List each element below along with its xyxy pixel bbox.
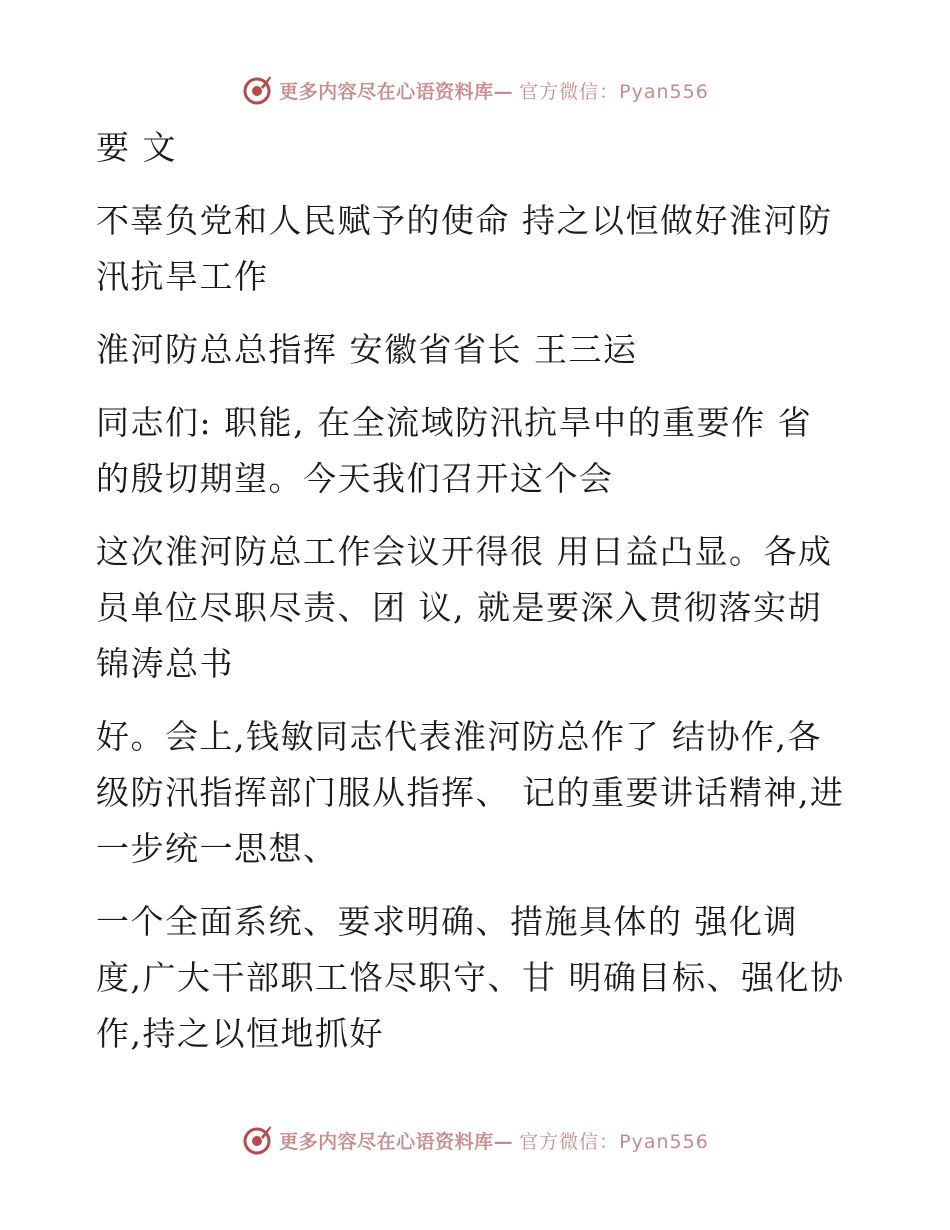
paragraph-line: 同志们: 职能, 在全流域防汛抗旱中的重要作 省 [96, 403, 813, 442]
quill-seal-icon [241, 74, 273, 106]
banner-wechat-text: 官方微信：Pyan556 [519, 80, 709, 103]
paragraph-line: 锦涛总书 [96, 644, 234, 683]
header-banner [0, 70, 950, 110]
paragraph [96, 322, 856, 378]
paragraph-line: 好。会上,钱敏同志代表淮河防总作了 结协作,各 [96, 717, 822, 756]
banner-site-text: 更多内容尽在心语资料库— [279, 80, 514, 103]
banner-site-text: 更多内容尽在心语资料库— [279, 1130, 514, 1153]
paragraph [96, 709, 856, 877]
paragraph-line: 度,广大干部职工恪尽职守、甘 明确目标、强化协 [96, 958, 845, 997]
quill-seal-icon [241, 1124, 273, 1156]
paragraph-line: 员单位尽职尽责、团 议, 就是要深入贯彻落实胡 [96, 588, 822, 627]
paragraph-line: 作,持之以恒地抓好 [96, 1014, 384, 1053]
paragraph-line: 汛抗旱工作 [96, 257, 269, 296]
document-body [96, 120, 856, 1079]
paragraph-line: 这次淮河防总工作会议开得很 用日益凸显。各成 [96, 532, 833, 571]
paragraph-line: 要 文 [96, 128, 177, 167]
footer-banner [0, 1120, 950, 1160]
paragraph-line: 的殷切期望。今天我们召开这个会 [96, 459, 614, 498]
paragraph [96, 894, 856, 1062]
paragraph-line: 淮河防总总指挥 安徽省省长 王三运 [96, 330, 638, 369]
paragraph [96, 395, 856, 507]
paragraph [96, 524, 856, 692]
paragraph-line: 级防汛指挥部门服从指挥、 记的重要讲话精神,进 [96, 773, 845, 812]
paragraph-line: 一步统一思想、 [96, 829, 338, 868]
paragraph-line: 一个全面系统、要求明确、措施具体的 强化调 [96, 902, 798, 941]
paragraph [96, 120, 856, 176]
paragraph [96, 193, 856, 305]
banner-wechat-text: 官方微信：Pyan556 [519, 1130, 709, 1153]
paragraph-line: 不辜负党和人民赋予的使命 持之以恒做好淮河防 [96, 201, 833, 240]
